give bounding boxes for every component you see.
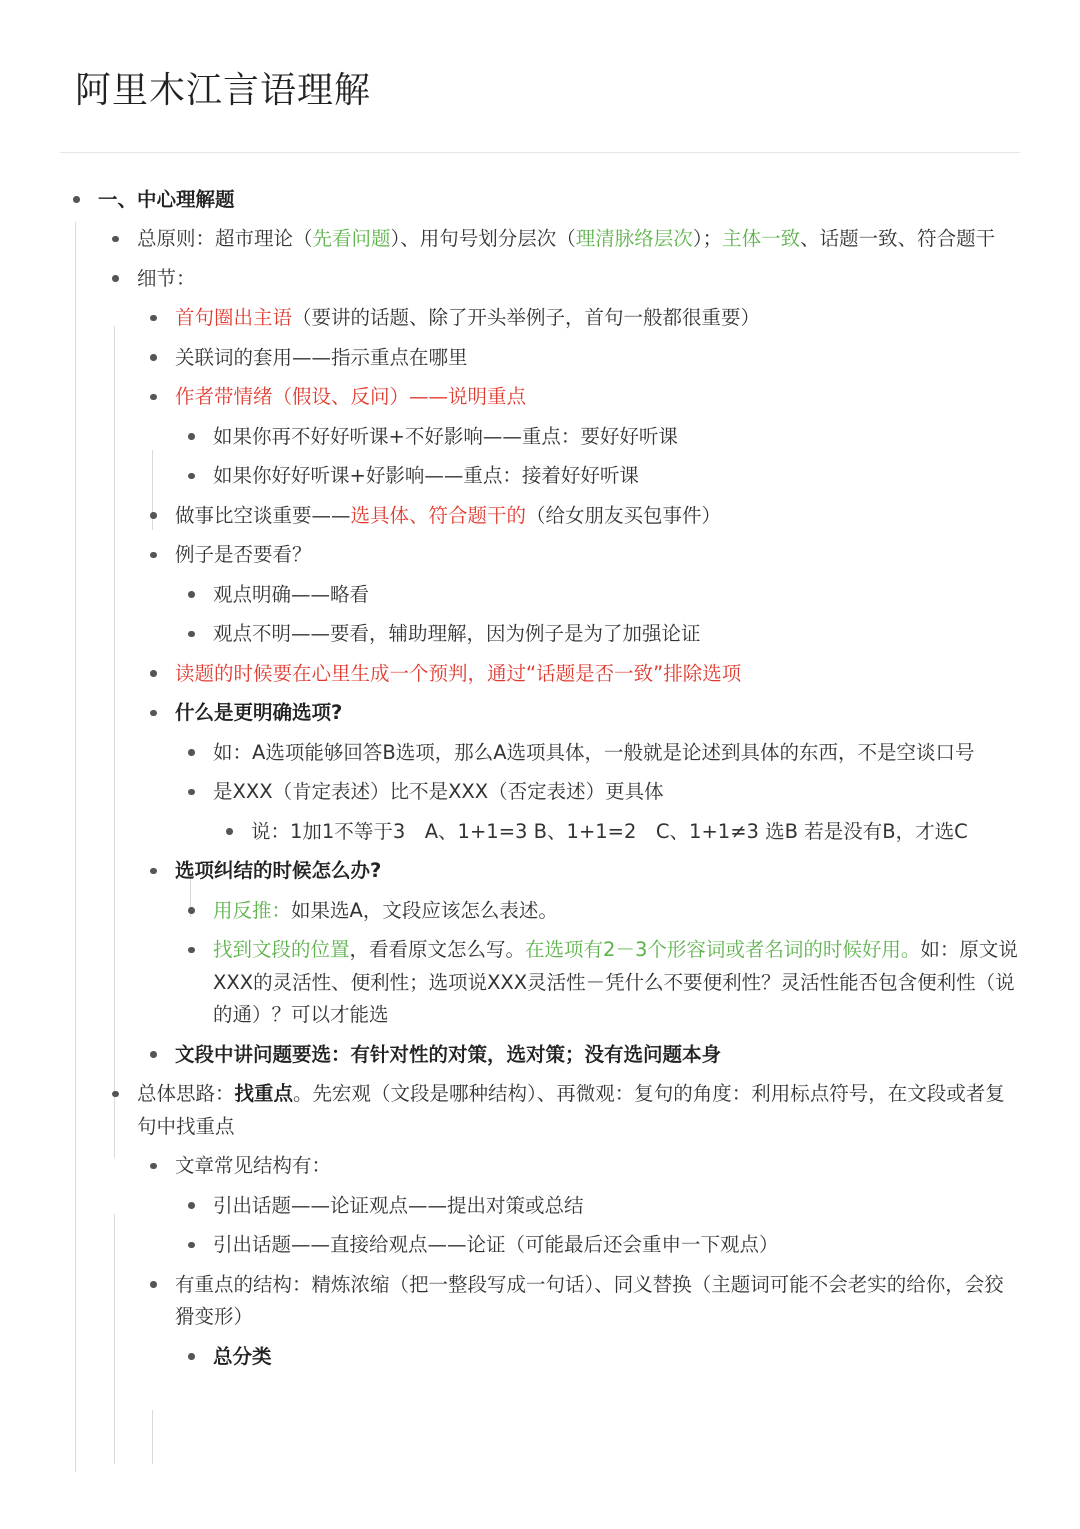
bullet-icon [188,749,195,756]
list-item [0,852,1080,1036]
text-run: ，看看原文怎么写。 [349,938,526,961]
highlight-green: 先看问题 [312,227,391,250]
highlight-red: 首句圈出主语 [175,306,293,329]
text-run: （给女朋友买包事件） [526,503,722,527]
highlight-green: 主体一致 [722,227,801,250]
text-run: 总体思路： [137,1082,235,1105]
bullet-icon [188,947,195,954]
list-item [0,1226,1080,1266]
structure-label: 文章常见结构有： [175,1154,332,1177]
bullet-icon [112,275,119,282]
text-run: 、话题一致、符合题干 [800,227,996,250]
outline-level-5 [0,812,1080,852]
bullet-icon [150,512,157,519]
detail-item: 例子是否要看？ [175,543,312,566]
example-item [213,931,1080,1036]
bullet-icon [112,236,119,243]
list-item [0,378,1080,497]
list-item [0,180,1080,1377]
list-item [0,457,1080,497]
bullet-icon [150,552,157,559]
bullet-icon [188,433,195,440]
text-run: 如：原文说XXX的灵活性、便利性；选项说XXX灵活性－凭什么不要便利性？灵活性能否包含便利性（说的通）？可以才能选 [213,938,1018,1026]
list-item [0,773,1080,852]
title-divider [60,152,1020,153]
bullet-icon [150,315,157,322]
outline-level-4 [0,575,1080,654]
detail-item: 文段中讲问题要选：有针对性的对策，选对策；没有选问题本身 [175,1042,722,1066]
bullet-icon [150,354,157,361]
list-item [0,733,1080,773]
list-item [0,575,1080,615]
list-item [0,694,1080,852]
example-item: 如果你好好听课+好影响——重点：接着好好听课 [213,464,639,487]
bullet-icon [188,1202,195,1209]
bullet-icon [188,789,195,796]
outline-level-4 [0,1337,1080,1377]
detail-item: 作者带情绪（假设、反问）——说明重点 [175,385,527,408]
detail-item: 关联词的套用——指示重点在哪里 [175,345,468,369]
text-run: 。先宏观（文段是哪种结构）、再微观：复句的角度：利用标点符号，在文段或者复句中找重点 [137,1082,1005,1138]
text-run: （要讲的话题、除了开头举例子，首句一般都很重要） [292,306,761,329]
text-run: ）、用句号划分层次（ [390,227,576,250]
outline-level-2 [0,220,1080,1377]
detail-item: 什么是更明确选项? [175,701,343,724]
highlight-green: 理清脉络层次 [575,227,693,250]
structure-item: 引出话题——直接给观点——论证（可能最后还会重申一下观点） [213,1233,779,1256]
list-item [0,220,1080,260]
outline-level-4 [0,417,1080,496]
list-item [0,338,1080,378]
list-item [0,1265,1080,1377]
bullet-icon [188,1353,195,1360]
highlight-green: 在选项有2－3个形容词或者名词的时候好用。 [525,938,921,961]
bullet-icon [188,591,195,598]
bullet-icon [150,1051,157,1058]
bold-text: 找重点 [234,1082,294,1105]
list-item [0,536,1080,655]
list-item [0,931,1080,1036]
bullet-icon [150,394,157,401]
example-item: 观点不明——要看，辅助理解，因为例子是为了加强论证 [213,622,701,645]
bullet-icon [188,473,195,480]
bullet-icon [150,868,157,875]
details-label: 细节： [137,266,196,290]
page-title: 阿里木江言语理解 [75,70,372,111]
detail-item [175,496,1080,536]
section-heading: 一、中心理解题 [98,187,235,211]
list-item [0,1075,1080,1377]
list-item [0,496,1080,536]
highlight-red: 选具体、符合题干的 [350,503,527,527]
outline-level-4 [0,733,1080,852]
bullet-icon [188,907,195,914]
bullet-icon [73,196,80,203]
detail-item: 读题的时候要在心里生成一个预判，通过“话题是否一致”排除选项 [175,661,742,685]
principle-text [137,220,1080,260]
text-run: 如果选A，文段应该怎么表述。 [291,898,558,922]
outline-level-1 [0,180,1080,1377]
list-item [0,615,1080,655]
example-item: 是XXX（肯定表述）比不是XXX（否定表述）更具体 [213,780,664,803]
guide-line-l4-keystruct [152,1410,153,1464]
bullet-icon [112,1091,119,1098]
bullet-icon [150,1163,157,1170]
list-item [0,417,1080,457]
key-structure: 有重点的结构：精炼浓缩（把一整段写成一句话）、同义替换（主题词可能不会老实的给你，会狡猾变形） [175,1272,1004,1328]
text-run: ）； [692,227,723,250]
example-item [213,891,1080,931]
structure-item: 引出话题——论证观点——提出对策或总结 [213,1193,584,1217]
text-run: 做事比空谈重要—— [175,503,351,527]
example-item: 说：1加1不等于3 A、1+1=3 B、1+1=2 C、1+1≠3 选B 若是没有B，才选C [251,819,968,843]
bullet-icon [226,828,233,835]
list-item [0,1035,1080,1075]
overall-approach [137,1075,1080,1147]
list-item [0,891,1080,931]
detail-item [175,299,1080,339]
list-item [0,812,1080,852]
list-item [0,259,1080,1075]
outline-level-3 [0,299,1080,1075]
highlight-green: 找到文段的位置 [213,938,350,961]
bullet-icon [150,710,157,717]
list-item [0,654,1080,694]
bullet-icon [188,631,195,638]
outline-level-3 [0,1147,1080,1377]
list-item [0,299,1080,339]
highlight-green: 用反推： [213,898,292,922]
bullet-icon [150,670,157,677]
bullet-icon [150,1281,157,1288]
structure-item: 总分类 [213,1344,272,1368]
bullet-icon [188,1242,195,1249]
text-run: 总原则：超市理论（ [137,227,313,250]
example-item: 如果你再不好好听课+不好影响——重点：要好好听课 [213,424,678,448]
outline [0,180,1080,1377]
example-item: 如：A选项能够回答B选项，那么A选项具体，一般就是论述到具体的东西，不是空谈口号 [213,740,975,764]
list-item [0,1186,1080,1226]
example-item: 观点明确——略看 [213,582,370,606]
detail-item: 选项纠结的时候怎么办? [175,859,382,882]
list-item [0,1147,1080,1266]
outline-level-4 [0,1186,1080,1265]
outline-level-4 [0,891,1080,1035]
list-item [0,1337,1080,1377]
